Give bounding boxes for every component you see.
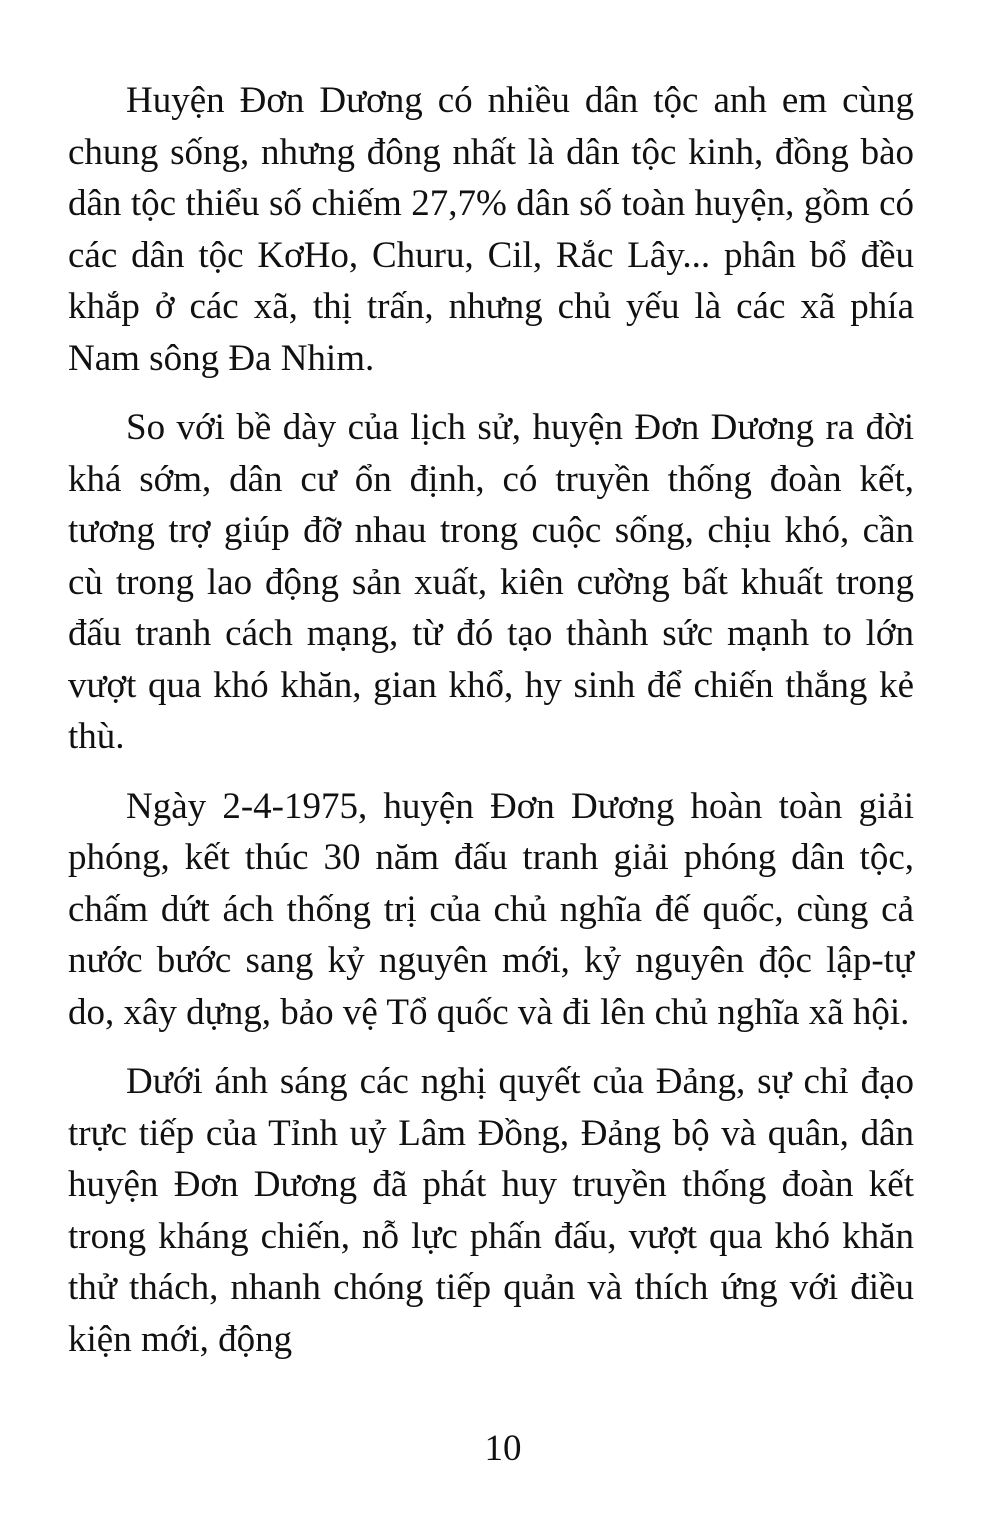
paragraph-1: Huyện Đơn Dương có nhiều dân tộc anh em cùng chung sống, nhưng đông nhất là dân tộc kinh, đồng bào dân tộc thiểu số chiếm 27,7% dân số toàn huyện, gồm có các dân tộc KơHo, Churu, Cil, Rắc Lây... phân bổ đều khắp ở các xã, thị trấn, nhưng chủ yếu là các xã phía Nam sông Đa Nhim. [68, 80, 914, 379]
paragraph-2: So với bề dày của lịch sử, huyện Đơn Dương ra đời khá sớm, dân cư ổn định, có truyền thống đoàn kết, tương trợ giúp đỡ nhau trong cuộc sống, chịu khó, cần cù trong lao động sản xuất, kiên cường bất khuất trong đấu tranh cách mạng, từ đó tạo thành sức mạnh to lớn vượt qua khó khăn, gian khổ, hy sinh để chiến thắng kẻ thù. [68, 407, 914, 757]
paragraph-4: Dưới ánh sáng các nghị quyết của Đảng, sự chỉ đạo trực tiếp của Tỉnh uỷ Lâm Đồng, Đảng bộ và quân, dân huyện Đơn Dương đã phát huy truyền thống đoàn kết trong kháng chiến, nỗ lực phấn đấu, vượt qua khó khăn thử thách, nhanh chóng tiếp quản và thích ứng với điều kiện mới, động [68, 1061, 914, 1360]
body-text [68, 75, 914, 1383]
page-number: 10 [484, 1428, 522, 1469]
paragraph-3: Ngày 2-4-1975, huyện Đơn Dương hoàn toàn giải phóng, kết thúc 30 năm đấu tranh giải phóng dân tộc, chấm dứt ách thống trị của chủ nghĩa đế quốc, cùng cả nước bước sang kỷ nguyên mới, kỷ nguyên độc lập-tự do, xây dựng, bảo vệ Tổ quốc và đi lên chủ nghĩa xã hội. [68, 785, 914, 1033]
